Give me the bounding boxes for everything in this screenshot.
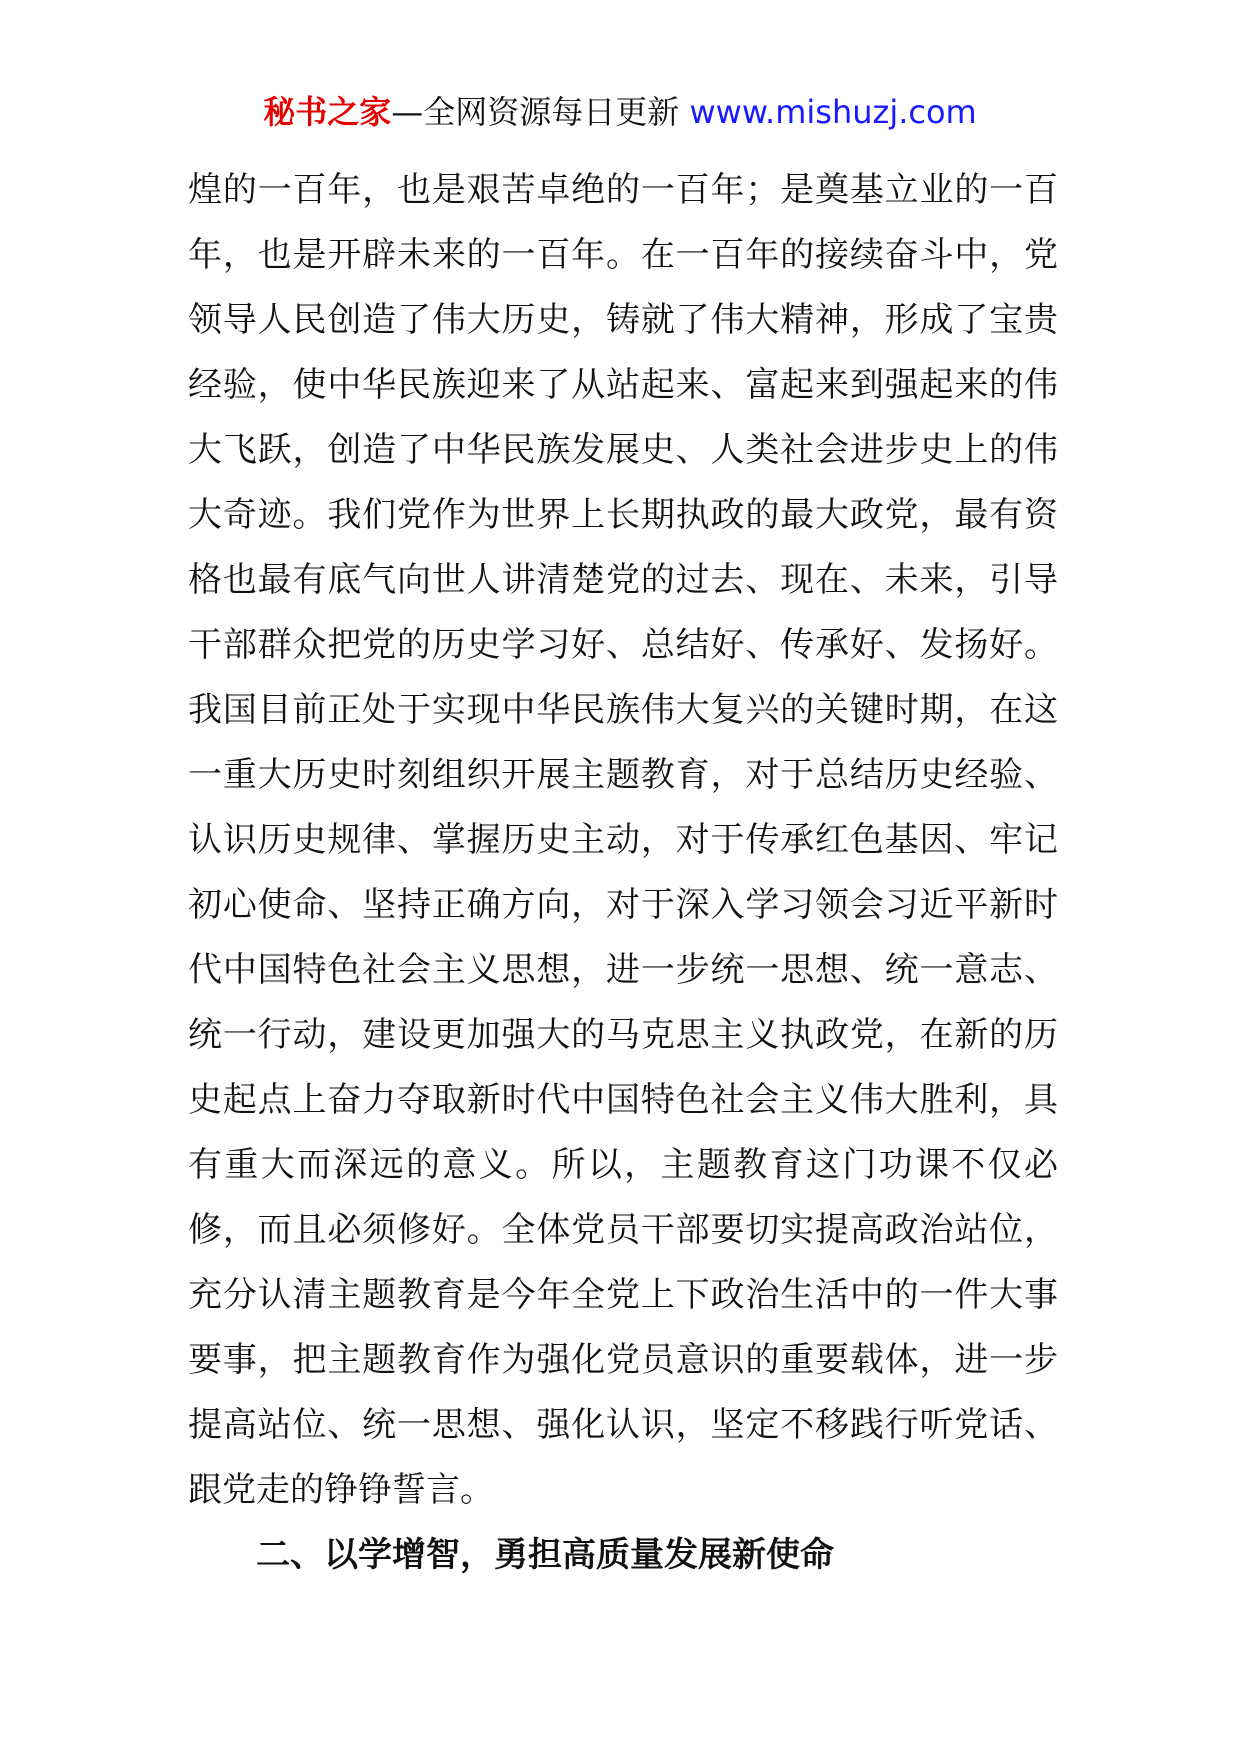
body-line: 干部群众把党的历史学习好、总结好、传承好、发扬好。 (188, 625, 1058, 665)
header-brand: 秘书之家 (263, 93, 392, 131)
header-slogan: —全网资源每日更新 (391, 93, 680, 131)
body-line: 格也最有底气向世人讲清楚党的过去、现在、未来，引导 (188, 560, 1058, 600)
body-line: 我国目前正处于实现中华民族伟大复兴的关键时期，在这 (188, 690, 1058, 730)
body-line: 有重大而深远的意义。所以，主题教育这门功课不仅必 (188, 1145, 1058, 1185)
site-header (0, 92, 1240, 132)
body-line: 大飞跃，创造了中华民族发展史、人类社会进步史上的伟 (188, 430, 1058, 470)
section-heading: 二、以学增智，勇担高质量发展新使命 (256, 1535, 834, 1575)
body-line: 要事，把主题教育作为强化党员意识的重要载体，进一步 (188, 1340, 1058, 1380)
body-line: 充分认清主题教育是今年全党上下政治生活中的一件大事 (188, 1275, 1058, 1315)
header-url-link[interactable]: www.mishuzj.com (679, 93, 977, 131)
body-line: 领导人民创造了伟大历史，铸就了伟大精神，形成了宝贵 (188, 300, 1058, 340)
body-line: 认识历史规律、掌握历史主动，对于传承红色基因、牢记 (188, 820, 1058, 860)
body-line: 年，也是开辟未来的一百年。在一百年的接续奋斗中，党 (188, 235, 1058, 275)
body-line: 修，而且必须修好。全体党员干部要切实提高政治站位， (188, 1210, 1058, 1250)
body-line: 统一行动，建设更加强大的马克思主义执政党，在新的历 (188, 1015, 1058, 1055)
body-line: 初心使命、坚持正确方向，对于深入学习领会习近平新时 (188, 885, 1058, 925)
body-line: 大奇迹。我们党作为世界上长期执政的最大政党，最有资 (188, 495, 1058, 535)
body-line-last: 跟党走的铮铮誓言。 (188, 1470, 494, 1510)
body-line: 经验，使中华民族迎来了从站起来、富起来到强起来的伟 (188, 365, 1058, 405)
body-line: 代中国特色社会主义思想，进一步统一思想、统一意志、 (188, 950, 1058, 990)
body-line: 一重大历史时刻组织开展主题教育，对于总结历史经验、 (188, 755, 1058, 795)
body-line: 史起点上奋力夺取新时代中国特色社会主义伟大胜利，具 (188, 1080, 1058, 1120)
body-line: 煌的一百年，也是艰苦卓绝的一百年；是奠基立业的一百 (188, 170, 1058, 210)
body-line: 提高站位、统一思想、强化认识，坚定不移践行听党话、 (188, 1405, 1058, 1445)
document-body (188, 158, 1058, 1588)
